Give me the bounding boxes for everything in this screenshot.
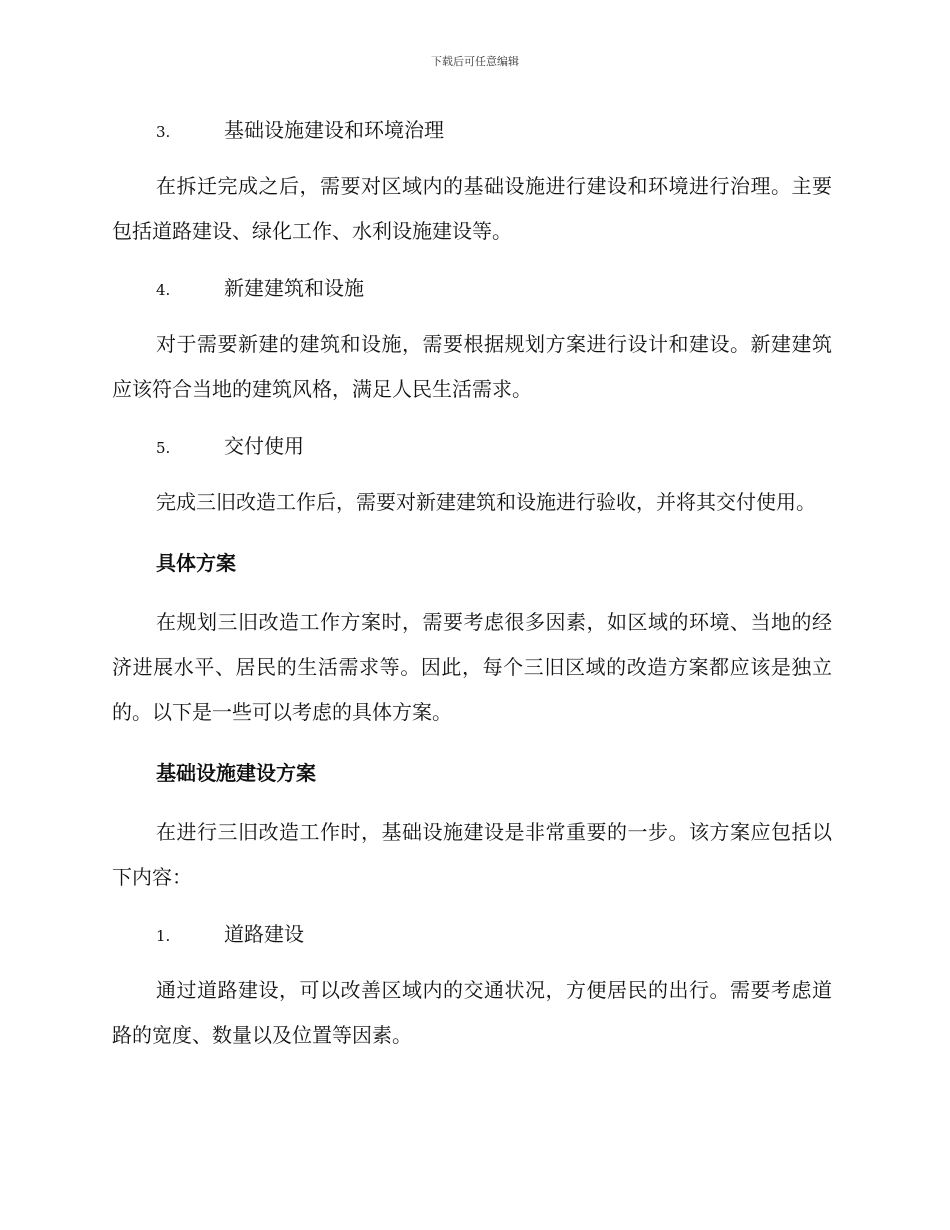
paragraph-new-buildings: 对于需要新建的建筑和设施，需要根据规划方案进行设计和建设。新建建筑应该符合当地的建筑风格，满足人民生活需求。 [112, 332, 832, 401]
list-item-text: 道路建设 [224, 922, 304, 946]
list-number: 3. [156, 123, 171, 141]
list-item-1 [112, 914, 832, 954]
list-item-text: 交付使用 [224, 434, 304, 458]
list-number: 1. [156, 927, 171, 945]
list-item-3 [112, 110, 832, 150]
paragraph-infrastructure-importance: 在进行三旧改造工作时，基础设施建设是非常重要的一步。该方案应包括以下内容： [112, 820, 832, 889]
document-body [112, 110, 832, 1058]
paragraph-infrastructure-after-demolition: 在拆迁完成之后，需要对区域内的基础设施进行建设和环境进行治理。主要包括道路建设、绿化工作、水利设施建设等。 [112, 174, 832, 243]
list-item-5 [112, 426, 832, 466]
paragraph-delivery: 完成三旧改造工作后，需要对新建建筑和设施进行验收，并将其交付使用。 [156, 490, 816, 514]
list-item-4 [112, 268, 832, 308]
page-header: 下载后可任意编辑 [431, 55, 519, 68]
section-heading-specific-plan: 具体方案 [156, 551, 236, 575]
section-heading-infrastructure-plan: 基础设施建设方案 [156, 761, 316, 785]
paragraph-road-construction: 通过道路建设，可以改善区域内的交通状况，方便居民的出行。需要考虑道路的宽度、数量以及位置等因素。 [112, 978, 832, 1047]
list-number: 4. [156, 281, 171, 299]
list-number: 5. [156, 439, 171, 457]
paragraph-planning-factors: 在规划三旧改造工作方案时，需要考虑很多因素，如区域的环境、当地的经济进展水平、居民的生活需求等。因此，每个三旧区域的改造方案都应该是独立的。以下是一些可以考虑的具体方案。 [112, 610, 832, 724]
list-item-text: 基础设施建设和环境治理 [224, 118, 444, 142]
list-item-text: 新建建筑和设施 [224, 276, 364, 300]
